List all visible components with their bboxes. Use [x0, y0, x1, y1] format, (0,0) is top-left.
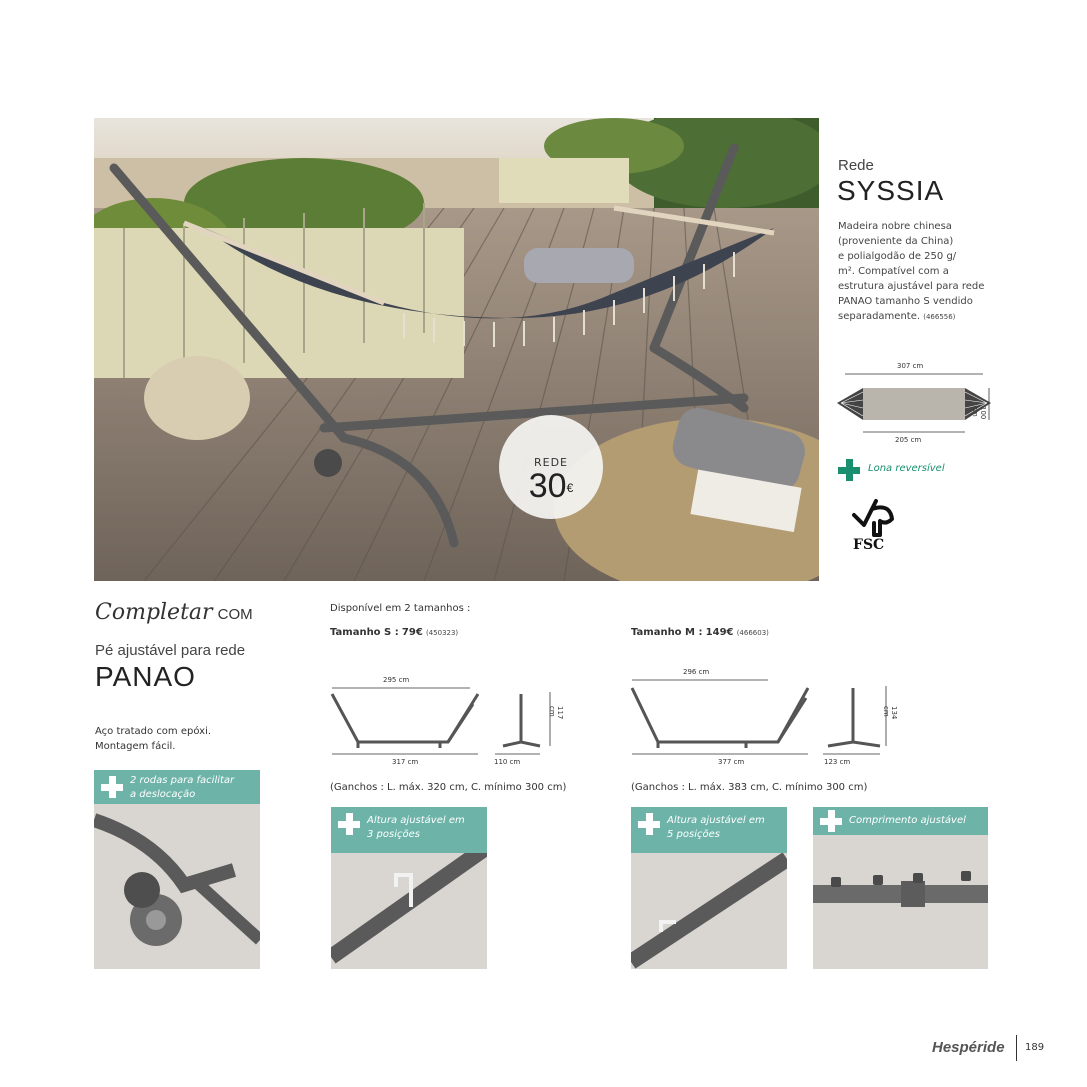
product-ref: (466556): [923, 313, 956, 321]
photo-tag: Altura ajustável em 5 posições: [631, 807, 787, 853]
product-description: Madeira nobre chinesa (proveniente da China) e polialgodão de 250 g/ m². Compatível com a estrutura ajustável para rede PANAO tamanho S vendido separadamente. (466556): [838, 221, 985, 322]
tree-check-icon: [846, 495, 902, 539]
photo-tag: Altura ajustável em 3 posições: [331, 807, 487, 853]
photo-tag: 2 rodas para facilitar a deslocação: [94, 770, 260, 804]
hero-photo: [94, 118, 819, 581]
complement-title: PANAO: [95, 661, 196, 692]
size-s-hooks: (Ganchos : L. máx. 320 cm, C. mínimo 300 cm): [330, 782, 567, 793]
size-m-hooks: (Ganchos : L. máx. 383 cm, C. mínimo 300 cm): [631, 782, 868, 793]
complement-subtitle: Pé ajustável para rede: [95, 642, 246, 659]
size-m-heading: Tamanho M : 149€ (466603): [631, 627, 769, 638]
photo-tag: Comprimento ajustável: [813, 807, 988, 835]
sizes-intro: Disponível em 2 tamanhos :: [330, 603, 471, 614]
dim-side: 100 cm: [971, 406, 987, 420]
price-bubble: [499, 415, 603, 519]
footer-divider: [1016, 1035, 1017, 1061]
hammock-scene: [94, 118, 819, 581]
plus-icon: [338, 813, 360, 835]
plus-icon: [820, 810, 842, 832]
fsc-logo: FSC: [846, 495, 902, 555]
price-label: REDE: [533, 456, 568, 469]
product-title: SYSSIA: [837, 175, 945, 206]
plus-icon: [638, 813, 660, 835]
page-number: 189: [1025, 1042, 1045, 1053]
photo-wheels: [94, 770, 260, 969]
photo-height-s: [331, 807, 487, 969]
dim-top: 307 cm: [897, 362, 924, 370]
size-s-diagram: 295 cm 317 cm 110 cm 117 cm: [328, 676, 568, 771]
photo-height-m: [631, 807, 787, 969]
size-s-heading: Tamanho S : 79€ (450323): [330, 627, 459, 638]
feature-reversible: Lona reversível: [838, 459, 860, 485]
complement-heading: Completar COM: [95, 600, 253, 625]
plus-icon: [838, 459, 860, 481]
plus-icon: [101, 776, 123, 798]
dim-bottom: 205 cm: [895, 436, 922, 444]
size-m-diagram: 296 cm 377 cm 123 cm 134 cm: [628, 668, 898, 768]
complement-desc: Aço tratado com epóxi. Montagem fácil.: [95, 726, 212, 752]
price-value: 30€: [528, 467, 574, 505]
product-kicker: Rede: [838, 157, 874, 174]
photo-length: [813, 807, 988, 969]
brand-logo: Hespéride: [932, 1039, 1005, 1056]
hammock-diagram: [835, 362, 1005, 452]
